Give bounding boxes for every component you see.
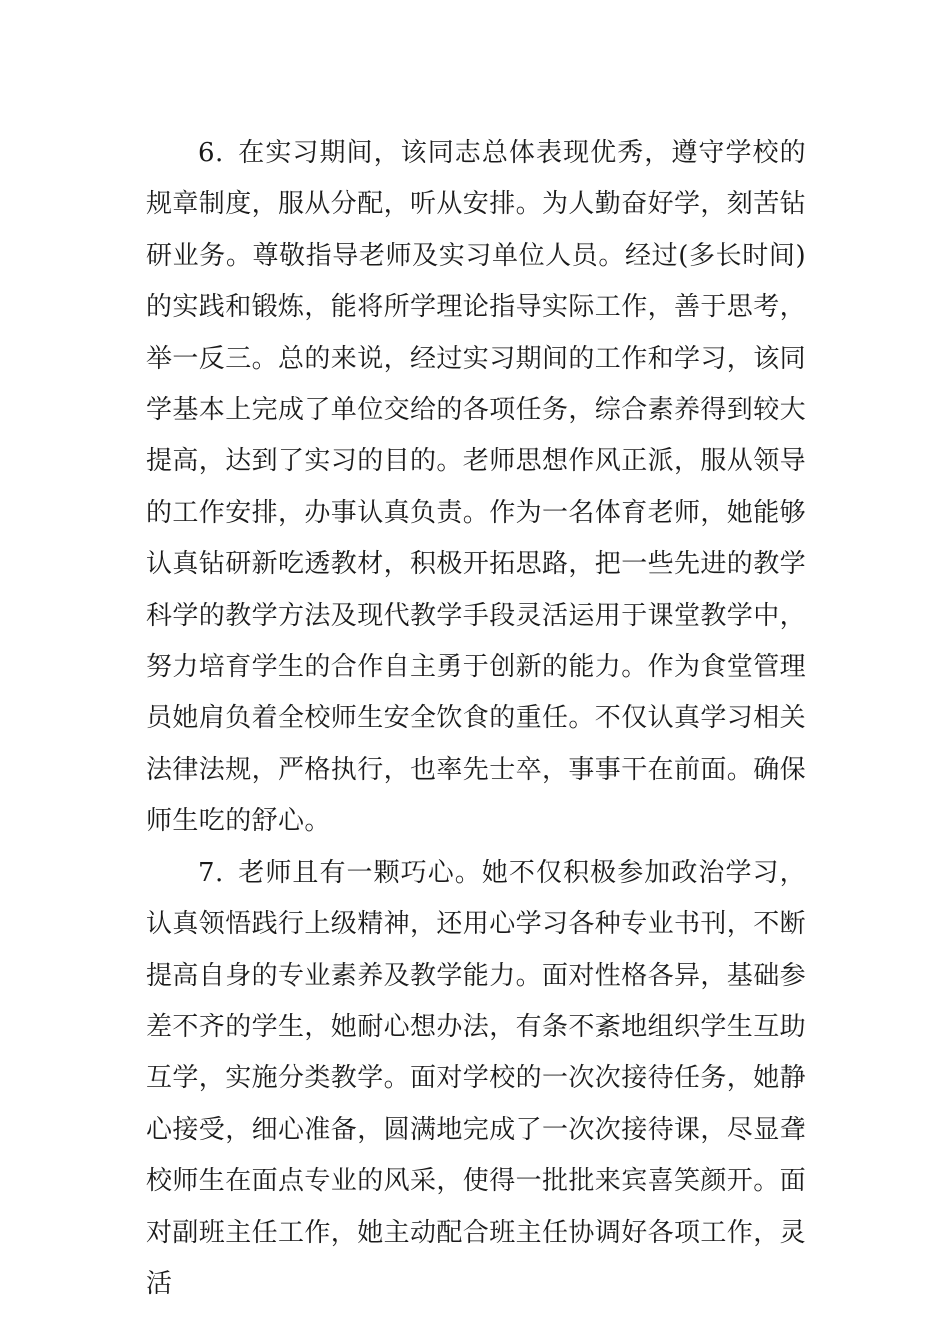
paragraph-6: [146, 128, 806, 848]
paragraph-7: [146, 848, 806, 1311]
paragraph-number: 7.: [198, 857, 224, 888]
paragraph-number: 6.: [198, 138, 224, 168]
paragraph-text: 老师且有一颗巧心。她不仅积极参加政治学习，认真领悟践行上级精神，还用心学习各种专业书刊，不断提高自身的专业素养及教学能力。面对性格各异，基础参差不齐的学生，她耐心想办法，有条不紊地组织学生互助互学，实施分类教学。面对学校的一次次接待任务，她静心接受，细心准备，圆满地完成了一次次接待课，尽显聋校师生在面点专业的风采，使得一批批来宾喜笑颜开。面对副班主任工作，她主动配合班主任协调好各项工作，灵活: [146, 857, 807, 1299]
paragraph-text: 在实习期间，该同志总体表现优秀，遵守学校的规章制度，服从分配，听从安排。为人勤奋好学，刻苦钻研业务。尊敬指导老师及实习单位人员。经过(多长时间)的实践和锻炼，能将所学理论指导实际工作，善于思考，举一反三。总的来说，经过实习期间的工作和学习，该同学基本上完成了单位交给的各项任务，综合素养得到较大提高，达到了实习的目的。老师思想作风正派，服从领导的工作安排，办事认真负责。作为一名体育老师，她能够认真钻研新吃透教材，积极开拓思路，把一些先进的教学科学的教学方法及现代教学手段灵活运用于课堂教学中，努力培育学生的合作自主勇于创新的能力。作为食堂管理员她肩负着全校师生安全饮食的重任。不仅认真学习相关法律法规，严格执行，也率先士卒，事事干在前面。确保师生吃的舒心。: [146, 138, 807, 837]
document-body: [146, 128, 806, 1310]
